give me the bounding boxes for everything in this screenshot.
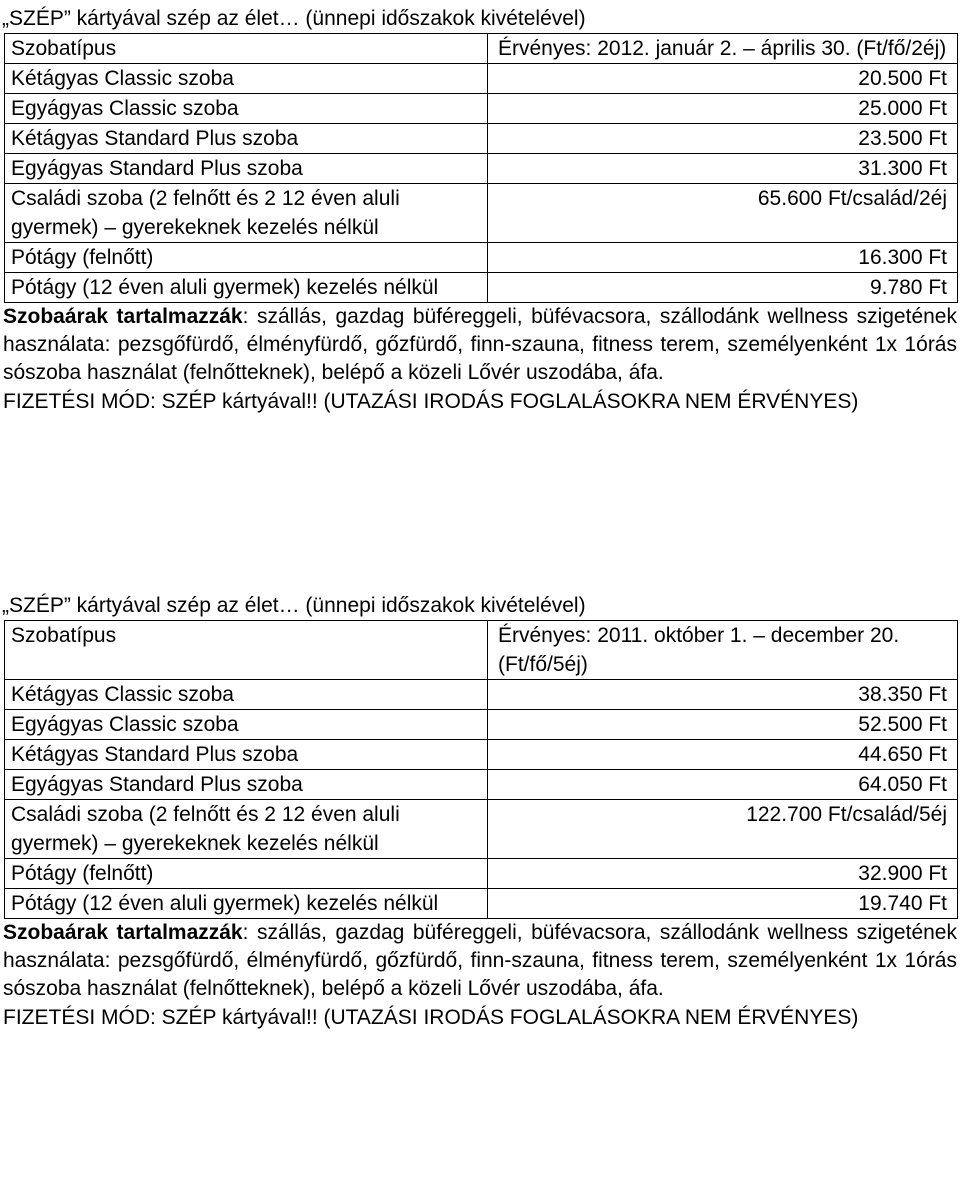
table-row xyxy=(5,889,958,919)
payment-method: FIZETÉSI MÓD: SZÉP kártyával!! (UTAZÁSI IRODÁS FOGLALÁSOKRA NEM ÉRVÉNYES) xyxy=(3,390,859,413)
table-header-row xyxy=(5,621,958,680)
table-row xyxy=(5,800,958,859)
price-table xyxy=(4,33,958,303)
table-row xyxy=(5,94,958,124)
included-services xyxy=(3,919,957,1003)
offer-heading: „SZÉP” kártyával szép az élet… (ünnepi időszakok kivételével) xyxy=(2,7,586,30)
price-cell: 38.350 Ft xyxy=(488,680,958,710)
table-row xyxy=(5,710,958,740)
offer-section-1 xyxy=(0,4,960,416)
room-type-cell: Kétágyas Standard Plus szoba xyxy=(5,740,488,770)
included-label: Szobaárak tartalmazzák xyxy=(3,921,243,944)
table-row xyxy=(5,859,958,889)
table-row xyxy=(5,184,958,243)
room-type-cell: Egyágyas Classic szoba xyxy=(5,710,488,740)
price-cell: 20.500 Ft xyxy=(488,64,958,94)
table-row xyxy=(5,680,958,710)
price-cell: 64.050 Ft xyxy=(488,770,958,800)
table-row xyxy=(5,770,958,800)
offer-section-2 xyxy=(0,591,960,1032)
room-type-cell: Egyágyas Standard Plus szoba xyxy=(5,154,488,184)
room-type-cell: Egyágyas Standard Plus szoba xyxy=(5,770,488,800)
table-row xyxy=(5,273,958,303)
included-text: : szállás, gazdag büféreggeli, büfévacsora, szállodánk wellness szigetének használata: pezsgőfürdő, élményfürdő, gőzfürdő, finn-szauna, fitness terem, személyenként 1x 1órás sószoba használat (felnőtteknek), belépő a közeli Lővér uszodába, áfa. xyxy=(3,305,957,384)
price-cell: 52.500 Ft xyxy=(488,710,958,740)
room-type-cell: Kétágyas Classic szoba xyxy=(5,64,488,94)
validity-header: Érvényes: 2012. január 2. – április 30. (Ft/fő/2éj) xyxy=(488,34,958,64)
room-type-cell: Kétágyas Standard Plus szoba xyxy=(5,124,488,154)
included-services xyxy=(3,303,957,387)
price-cell: 31.300 Ft xyxy=(488,154,958,184)
room-type-cell: Kétágyas Classic szoba xyxy=(5,680,488,710)
table-header-row xyxy=(5,34,958,64)
room-type-cell: Családi szoba (2 felnőtt és 2 12 éven aluli gyermek) – gyerekeknek kezelés nélkül xyxy=(5,800,488,859)
validity-header: Érvényes: 2011. október 1. – december 20. (Ft/fő/5éj) xyxy=(488,621,958,680)
room-type-cell: Pótágy (12 éven aluli gyermek) kezelés nélkül xyxy=(5,889,488,919)
room-type-cell: Családi szoba (2 felnőtt és 2 12 éven aluli gyermek) – gyerekeknek kezelés nélkül xyxy=(5,184,488,243)
room-type-cell: Pótágy (felnőtt) xyxy=(5,859,488,889)
included-label: Szobaárak tartalmazzák xyxy=(3,305,243,328)
table-row xyxy=(5,243,958,273)
table-row xyxy=(5,740,958,770)
price-cell: 9.780 Ft xyxy=(488,273,958,303)
price-cell: 25.000 Ft xyxy=(488,94,958,124)
price-cell: 16.300 Ft xyxy=(488,243,958,273)
price-cell: 65.600 Ft/család/2éj xyxy=(488,184,958,243)
payment-method: FIZETÉSI MÓD: SZÉP kártyával!! (UTAZÁSI IRODÁS FOGLALÁSOKRA NEM ÉRVÉNYES) xyxy=(3,1006,859,1029)
price-cell: 19.740 Ft xyxy=(488,889,958,919)
offer-heading: „SZÉP” kártyával szép az élet… (ünnepi időszakok kivételével) xyxy=(2,594,586,617)
table-row xyxy=(5,64,958,94)
room-type-cell: Egyágyas Classic szoba xyxy=(5,94,488,124)
included-text: : szállás, gazdag büféreggeli, büfévacsora, szállodánk wellness szigetének használata: pezsgőfürdő, élményfürdő, gőzfürdő, finn-szauna, fitness terem, személyenként 1x 1órás sószoba használat (felnőtteknek), belépő a közeli Lővér uszodába, áfa. xyxy=(3,921,957,1000)
table-row xyxy=(5,124,958,154)
room-type-header: Szobatípus xyxy=(5,34,488,64)
price-cell: 44.650 Ft xyxy=(488,740,958,770)
room-type-cell: Pótágy (felnőtt) xyxy=(5,243,488,273)
room-type-header: Szobatípus xyxy=(5,621,488,680)
price-cell: 32.900 Ft xyxy=(488,859,958,889)
room-type-cell: Pótágy (12 éven aluli gyermek) kezelés nélkül xyxy=(5,273,488,303)
price-table xyxy=(4,620,958,919)
price-cell: 23.500 Ft xyxy=(488,124,958,154)
price-cell: 122.700 Ft/család/5éj xyxy=(488,800,958,859)
table-row xyxy=(5,154,958,184)
